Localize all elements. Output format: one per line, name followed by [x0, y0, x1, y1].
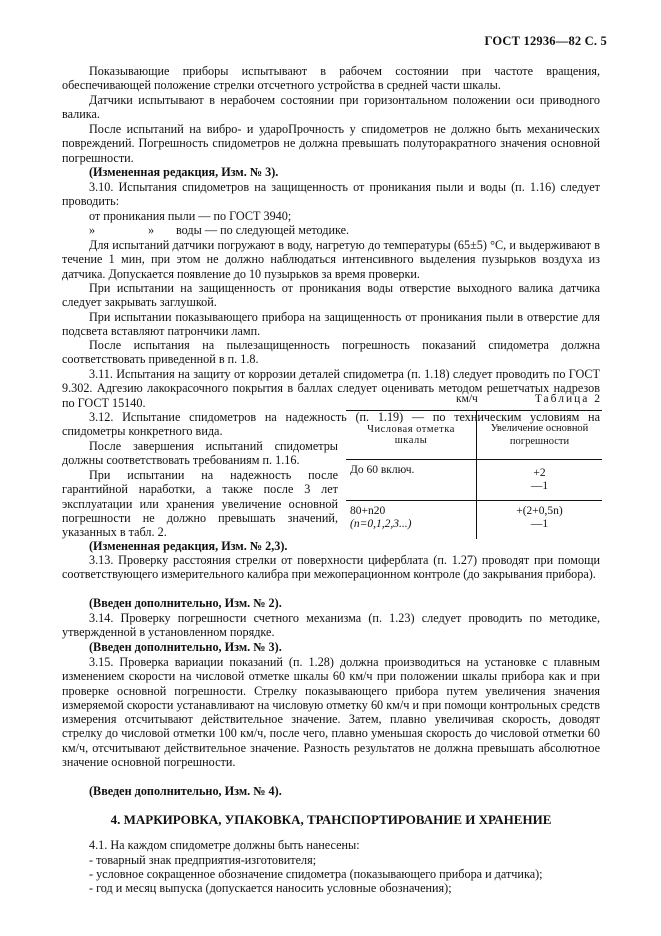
amendment-note: (Измененная редакция, Изм. № 3). [89, 165, 279, 179]
paragraph [62, 553, 600, 582]
paragraph: 3.14. Проверку погрешности счетного механизма (п. 1.23) следует проводить по методике, утвержденной в установленном порядке. [62, 611, 600, 640]
section-heading: 4. МАРКИРОВКА, УПАКОВКА, ТРАНСПОРТИРОВАНИЕ И ХРАНЕНИЕ [110, 812, 552, 827]
table-2 [346, 410, 602, 539]
paragraph: 3.15. Проверка вариации показаний (п. 1.28) должна производиться на установке с плавным изменением скорости на числовой отметке шкалы 60 км/ч при положении шкалы прибора как и при проверке основной погрешности. Стрелку показывающего прибора путем увеличения значения измеряемой скорости устанавливают на числовую отметку 60 км/ч и при помощи контрольных средств измерения отсчитывают действительное значение. Затем, плавно увеличивая скорость, доводят стрелку до числовой отметки 100 км/ч, после чего, плавно уменьшая скорость до числовой отметки 60 км/ч, отсчитывают действительное значение. Разность результатов не должна превышать абсолютное значение основной погрешности. [62, 655, 600, 770]
table-cell: До 60 включ. [350, 464, 415, 476]
paragraph: Показывающие приборы испытывают в рабочем состоянии при частоте вращения, обеспечивающей положение стрелки отсчетного устройства в средней части шкалы. [62, 64, 600, 93]
table-header-cell: Числовая отметка шкалы [367, 424, 455, 446]
table-header-cell: Увеличение основной погрешности [477, 411, 603, 460]
paragraph: При испытании показывающего прибора на защищенность от проникания пыли в отверстие для подсвета вставляют патрончики ламп. [62, 310, 600, 339]
table-caption: Таблица 2 [534, 393, 602, 405]
amendment-note: (Измененная редакция, Изм. № 2,3). [89, 539, 288, 553]
table-cell [346, 501, 477, 540]
paragraph: 3.11. Испытания на защиту от коррозии деталей спидометра (п. 1.18) следует проводить по ГОСТ 9.302. Адгезию лакокрасочного покрытия в баллах следует оценивать методом решетчатых надрезов по ГОСТ 15140. [62, 367, 600, 410]
paragraph: После завершения испытаний спидометры должны соответствовать требованиям п. 1.16. [62, 439, 338, 468]
ditto-mark: » [89, 223, 96, 237]
table-unit: км/ч [456, 393, 478, 405]
table-cell-value: +(2+0,5n) [516, 505, 563, 517]
paragraph-text: 3.13. Проверку расстояния стрелки от поверхности циферблата (п. 1.27) проводят при помощи соответствующего измерительного калибра при межоперационном контроле (до закрывания прибора). [62, 553, 600, 582]
list-item: - условное сокращенное обозначение спидометра (показывающего прибора и датчика); [89, 867, 543, 881]
list-item: - товарный знак предприятия-изготовителя; [89, 853, 317, 867]
table-cell-value: (n=0,1,2,3...) [350, 518, 412, 530]
paragraph: После испытаний на вибро- и удароПрочность у спидометров не должно быть механических повреждений. Погрешность спидометров не должна превышать полуторакратного значения основной погрешности. [62, 122, 600, 165]
ditto-mark: » [148, 223, 155, 237]
table-cell [477, 501, 603, 540]
paragraph: 3.12. Испытание спидометров на надежность (п. 1.19) — по техническим условиям на спидометры конкретного вида. [62, 410, 600, 439]
table-cell-value: —1 [530, 480, 549, 492]
list-item: - год и месяц выпуска (допускается наносить условные обозначения); [89, 881, 452, 895]
table-cell-value: —1 [530, 518, 549, 530]
table-cell-value: +2 [533, 467, 546, 479]
paragraph: от проникания пыли — по ГОСТ 3940; [89, 209, 292, 223]
paragraph: 3.10. Испытания спидометров на защищенность от проникания пыли и воды (п. 1.16) следует проводить: [62, 180, 600, 209]
paragraph: При испытании на надежность после гарантийной наработки, а также после 3 лет эксплуатации или хранения увеличение основной погрешности не должно превышать значений, указанных в табл. 2. [62, 468, 338, 540]
page-header: ГОСТ 12936—82 С. 5 [484, 34, 607, 48]
paragraph: воды — по следующей методике. [176, 223, 350, 237]
amendment-note: (Введен дополнительно, Изм. № 4). [89, 784, 282, 798]
paragraph: Датчики испытывают в нерабочем состоянии при горизонтальном положении оси приводного валика. [62, 93, 600, 122]
amendment-note: (Введен дополнительно, Изм. № 3). [89, 640, 282, 654]
paragraph: При испытании на защищенность от проникания воды отверстие выходного валика датчика следует закрывать заглушкой. [62, 281, 600, 310]
paragraph: После испытания на пылезащищенность погрешность показаний спидометра должна соответствовать приведенной в п. 1.8. [62, 338, 600, 367]
table-cell [477, 460, 603, 501]
paragraph: 4.1. На каждом спидометре должны быть нанесены: [89, 838, 360, 852]
paragraph: Для испытаний датчики погружают в воду, нагретую до температуры (65±5) °С, и выдерживают в течение 1 мин, при этом не должно наблюдаться интенсивного выделения пузырьков воздуха из датчика. Допускается появление до 10 пузырьков за время проверки. [62, 238, 600, 281]
amendment-note: (Введен дополнительно, Изм. № 2). [89, 596, 282, 610]
table-cell-value: 80+n20 [350, 505, 386, 517]
